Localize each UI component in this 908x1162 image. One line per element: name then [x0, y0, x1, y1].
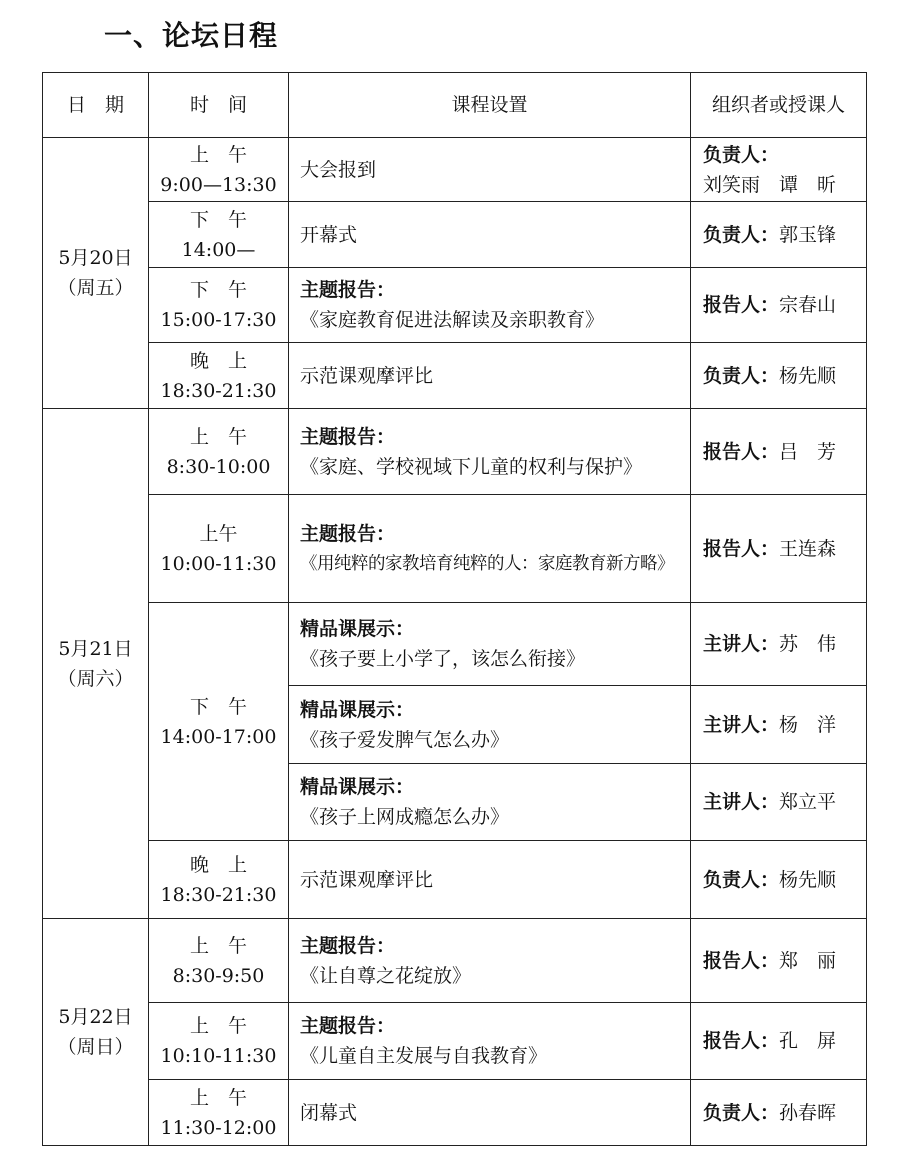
- table-row: [43, 919, 867, 1003]
- organizer-cell: [691, 919, 867, 1003]
- time-cell: [149, 268, 289, 343]
- course-cell: [289, 1080, 691, 1146]
- course-text: 《用纯粹的家教培育纯粹的人：家庭教育新方略》: [300, 553, 674, 574]
- course-cell: [289, 343, 691, 409]
- course-text: 示范课观摩评比: [300, 868, 434, 891]
- weekday-label: （周日）: [57, 1036, 134, 1058]
- organizer-role: 报告人：: [703, 537, 780, 560]
- date-cell: [43, 409, 149, 919]
- period-label: 下 午: [189, 208, 247, 231]
- organizer-cell: [691, 343, 867, 409]
- course-cell: [289, 919, 691, 1003]
- course-cell: [289, 686, 691, 764]
- course-text: 开幕式: [300, 223, 358, 246]
- table-row: [43, 202, 867, 268]
- time-cell: [149, 1080, 289, 1146]
- organizer-role: 主讲人：: [703, 633, 780, 655]
- table-row: [43, 1003, 867, 1080]
- table-header-row: [43, 73, 867, 138]
- course-heading: 主题报告：: [300, 522, 396, 545]
- table-row: [43, 1080, 867, 1146]
- time-range: 14:00-17:00: [160, 725, 277, 748]
- organizer-role: 负责人：: [703, 1101, 780, 1124]
- header-time: 时 间: [149, 73, 289, 138]
- date-cell: [43, 138, 149, 409]
- organizer-cell: [691, 603, 867, 686]
- table-row: [43, 138, 867, 202]
- time-cell: [149, 343, 289, 409]
- time-range: 8:30-10:00: [166, 455, 271, 478]
- course-heading: 精品课展示：: [300, 776, 415, 798]
- table-row: [43, 268, 867, 343]
- period-label: 晚 上: [189, 349, 247, 372]
- period-label: 上 午: [189, 143, 247, 166]
- organizer-cell: [691, 268, 867, 343]
- course-cell: [289, 202, 691, 268]
- organizer-role: 报告人：: [703, 1030, 780, 1052]
- time-range: 9:00—13:30: [160, 173, 277, 196]
- course-cell: [289, 603, 691, 686]
- organizer-cell: [691, 1080, 867, 1146]
- organizer-name: 吕 芳: [779, 440, 837, 463]
- course-heading: 精品课展示：: [300, 698, 415, 721]
- time-cell: [149, 202, 289, 268]
- weekday-label: （周五）: [57, 277, 134, 299]
- time-cell: [149, 1003, 289, 1080]
- time-cell: [149, 138, 289, 202]
- course-text: 《孩子要上小学了，该怎么衔接》: [300, 648, 586, 670]
- organizer-name: 孔 屏: [779, 1030, 837, 1052]
- course-text: 《孩子上网成瘾怎么办》: [300, 806, 510, 828]
- organizer-name: 刘笑雨 谭 昕: [703, 173, 837, 196]
- organizer-role: 报告人：: [703, 949, 780, 972]
- course-heading: 主题报告：: [300, 1015, 396, 1037]
- organizer-cell: [691, 495, 867, 603]
- organizer-role: 负责人：: [703, 143, 780, 166]
- header-course: 课程设置: [289, 73, 691, 138]
- organizer-name: 宗春山: [779, 294, 837, 316]
- course-heading: 精品课展示：: [300, 618, 415, 640]
- period-label: 上 午: [189, 1086, 247, 1109]
- time-cell: [149, 603, 289, 841]
- date-cell: [43, 919, 149, 1146]
- time-cell: [149, 495, 289, 603]
- table-row: [43, 603, 867, 686]
- course-heading: 主题报告：: [300, 425, 396, 448]
- course-text: 《家庭教育促进法解读及亲职教育》: [300, 309, 605, 331]
- header-date: 日 期: [43, 73, 149, 138]
- table-row: [43, 409, 867, 495]
- organizer-cell: [691, 138, 867, 202]
- organizer-name: 杨先顺: [779, 868, 837, 891]
- time-cell: [149, 409, 289, 495]
- organizer-name: 郑立平: [779, 791, 837, 813]
- course-cell: [289, 841, 691, 919]
- course-heading: 主题报告：: [300, 279, 396, 301]
- time-range: 11:30-12:00: [160, 1116, 277, 1139]
- organizer-name: 王连森: [779, 537, 837, 560]
- time-range: 8:30-9:50: [172, 964, 265, 987]
- time-cell: [149, 919, 289, 1003]
- schedule-table: [42, 72, 867, 1146]
- organizer-role: 负责人：: [703, 223, 780, 246]
- organizer-cell: [691, 1003, 867, 1080]
- organizer-name: 郑 丽: [779, 949, 837, 972]
- time-cell: [149, 841, 289, 919]
- course-cell: [289, 764, 691, 841]
- course-heading: 主题报告：: [300, 934, 396, 957]
- organizer-cell: [691, 686, 867, 764]
- table-row: [43, 495, 867, 603]
- organizer-role: 报告人：: [703, 294, 780, 316]
- time-range: 10:00-11:30: [160, 552, 277, 575]
- organizer-cell: [691, 202, 867, 268]
- period-label: 晚 上: [189, 853, 247, 876]
- time-range: 15:00-17:30: [160, 309, 277, 331]
- course-cell: [289, 138, 691, 202]
- course-text: 《儿童自主发展与自我教育》: [300, 1045, 548, 1067]
- course-cell: [289, 268, 691, 343]
- organizer-cell: [691, 764, 867, 841]
- page-title: 一、论坛日程: [104, 19, 279, 52]
- organizer-role: 主讲人：: [703, 791, 780, 813]
- course-cell: [289, 1003, 691, 1080]
- organizer-role: 负责人：: [703, 364, 780, 387]
- organizer-name: 苏 伟: [779, 633, 837, 655]
- time-range: 18:30-21:30: [160, 883, 277, 906]
- period-label: 上 午: [189, 934, 247, 957]
- course-cell: [289, 409, 691, 495]
- course-text: 《家庭、学校视域下儿童的权利与保护》: [300, 455, 643, 478]
- period-label: 下 午: [189, 695, 247, 718]
- organizer-cell: [691, 841, 867, 919]
- organizer-role: 主讲人：: [703, 713, 780, 736]
- date-label: 5月20日: [58, 247, 133, 269]
- organizer-role: 报告人：: [703, 440, 780, 463]
- course-text: 《孩子爱发脾气怎么办》: [300, 728, 510, 751]
- course-text: 大会报到: [300, 158, 377, 181]
- course-text: 《让自尊之花绽放》: [300, 964, 472, 987]
- organizer-name: 杨先顺: [779, 364, 837, 387]
- header-organizer: 组织者或授课人: [691, 73, 867, 138]
- period-label: 上 午: [189, 1015, 247, 1037]
- course-cell: [289, 495, 691, 603]
- table-row: [43, 343, 867, 409]
- time-range: 10:10-11:30: [160, 1045, 277, 1067]
- period-label: 上午: [199, 522, 238, 545]
- table-row: [43, 841, 867, 919]
- period-label: 下 午: [189, 279, 247, 301]
- course-text: 示范课观摩评比: [300, 364, 434, 387]
- time-range: 18:30-21:30: [160, 379, 277, 402]
- organizer-cell: [691, 409, 867, 495]
- date-label: 5月22日: [58, 1006, 133, 1028]
- date-label: 5月21日: [58, 637, 133, 660]
- time-range: 14:00—: [181, 238, 256, 261]
- weekday-label: （周六）: [57, 667, 134, 690]
- organizer-name: 郭玉锋: [779, 223, 837, 246]
- organizer-role: 负责人：: [703, 868, 780, 891]
- organizer-name: 杨 洋: [779, 713, 837, 736]
- course-text: 闭幕式: [300, 1101, 358, 1124]
- period-label: 上 午: [189, 425, 247, 448]
- organizer-name: 孙春晖: [779, 1101, 837, 1124]
